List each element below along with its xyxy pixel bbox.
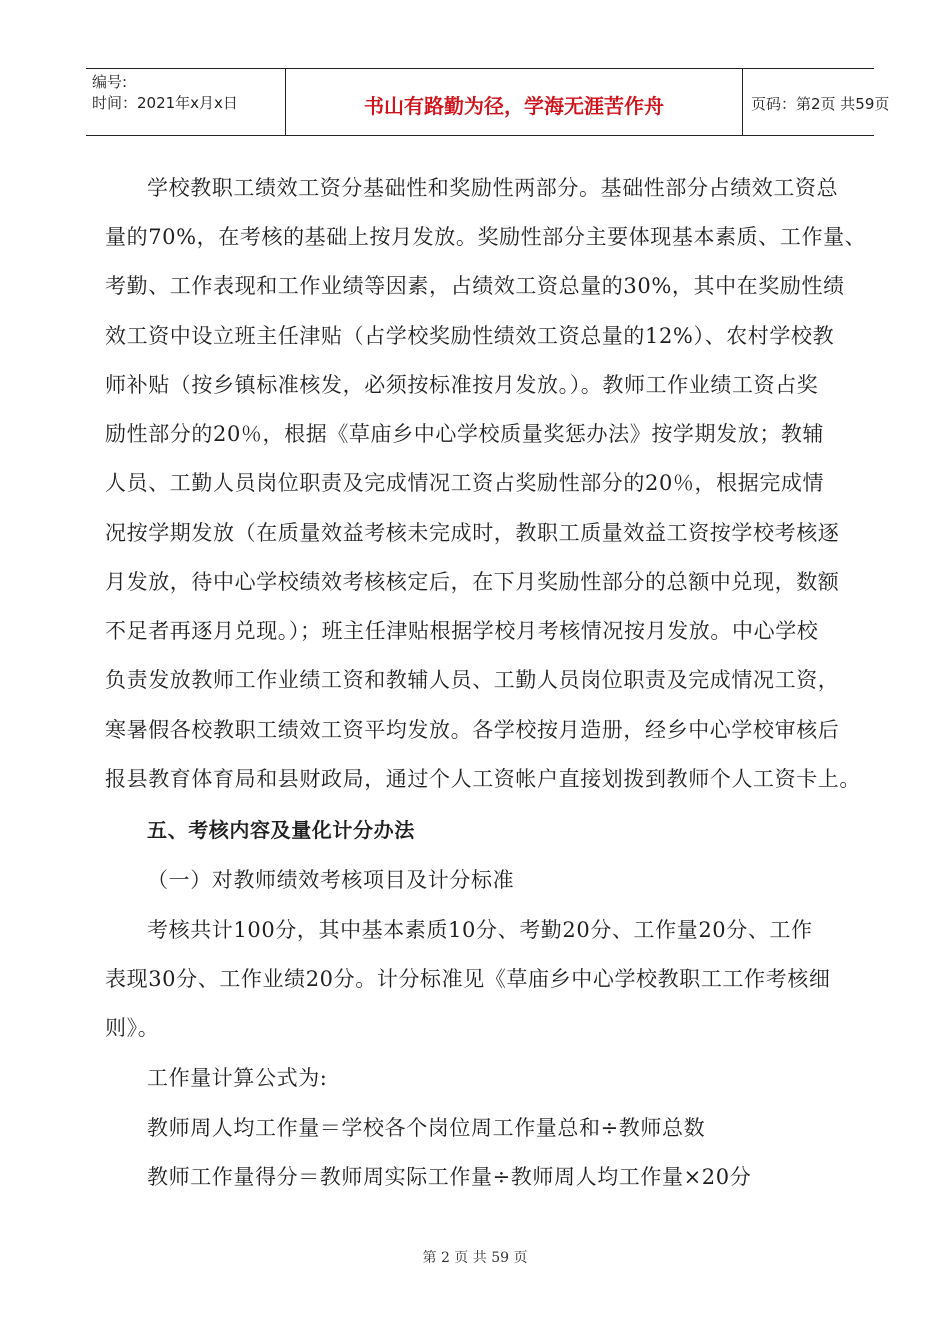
- body-line-9: 月发放，待中心学校绩效考核核定后，在下月奖励性部分的总额中兑现，数额: [105, 570, 840, 594]
- doc-time-label: 时间：2021年x月x日: [92, 94, 238, 112]
- header-page-info: 页码：第2页 共59页: [751, 95, 890, 113]
- body-line-11: 负责发放教师工作业绩工资和教辅人员、工勤人员岗位职责及完成情况工资，: [105, 668, 840, 692]
- header-motto: 书山有路勤为径，学海无涯苦作舟: [364, 94, 664, 118]
- body-line-4: 效工资中设立班主任津贴（占学校奖励性绩效工资总量的12%）、农村学校教: [105, 324, 835, 348]
- formula-2: 教师工作量得分＝教师周实际工作量÷教师周人均工作量×20分: [147, 1165, 752, 1189]
- subheading: （一）对教师绩效考核项目及计分标准: [147, 868, 515, 892]
- page-footer: 第 2 页 共 59 页: [422, 1250, 528, 1266]
- header-meta-cell: [86, 69, 286, 135]
- body-line-2: 量的70%，在考核的基础上按月发放。奖励性部分主要体现基本素质、工作量、: [105, 225, 867, 249]
- page-header: [86, 68, 890, 136]
- body-line-8: 况按学期发放（在质量效益考核未完成时，教职工质量效益工资按学校考核逐: [105, 521, 840, 545]
- doc-number-label: 编号:: [92, 73, 128, 91]
- body-line-13: 报县教育体育局和县财政局，通过个人工资帐户直接划拨到教师个人工资卡上。: [105, 767, 861, 791]
- body-line-7: 人员、工勤人员岗位职责及完成情况工资占奖励性部分的20％，根据完成情: [105, 471, 825, 495]
- score-line-3: 则》。: [105, 1016, 160, 1040]
- body-line-3: 考勤、工作表现和工作业绩等因素，占绩效工资总量的30%，其中在奖励性绩: [105, 274, 845, 298]
- body-line-1: 学校教职工绩效工资分基础性和奖励性两部分。基础性部分占绩效工资总: [147, 176, 839, 200]
- section-heading: 五、考核内容及量化计分办法: [147, 818, 415, 842]
- body-line-12: 寒暑假各校教职工绩效工资平均发放。各学校按月造册，经乡中心学校审核后: [105, 718, 840, 742]
- header-page-cell: [743, 69, 890, 135]
- body-line-6: 励性部分的20％，根据《草庙乡中心学校质量奖惩办法》按学期发放；教辅: [105, 422, 825, 446]
- score-line-1: 考核共计100分，其中基本素质10分、考勤20分、工作量20分、工作: [147, 918, 813, 942]
- score-line-2: 表现30分、工作业绩20分。计分标准见《草庙乡中心学校教职工工作考核细: [105, 967, 831, 991]
- body-line-10: 不足者再逐月兑现。）；班主任津贴根据学校月考核情况按月发放。中心学校: [105, 619, 819, 643]
- body-line-5: 师补贴（按乡镇标准核发，必须按标准按月发放。）。教师工作业绩工资占奖: [105, 373, 819, 397]
- formula-intro: 工作量计算公式为:: [147, 1066, 328, 1090]
- formula-1: 教师周人均工作量＝学校各个岗位周工作量总和÷教师总数: [147, 1116, 706, 1140]
- header-motto-cell: [286, 69, 743, 135]
